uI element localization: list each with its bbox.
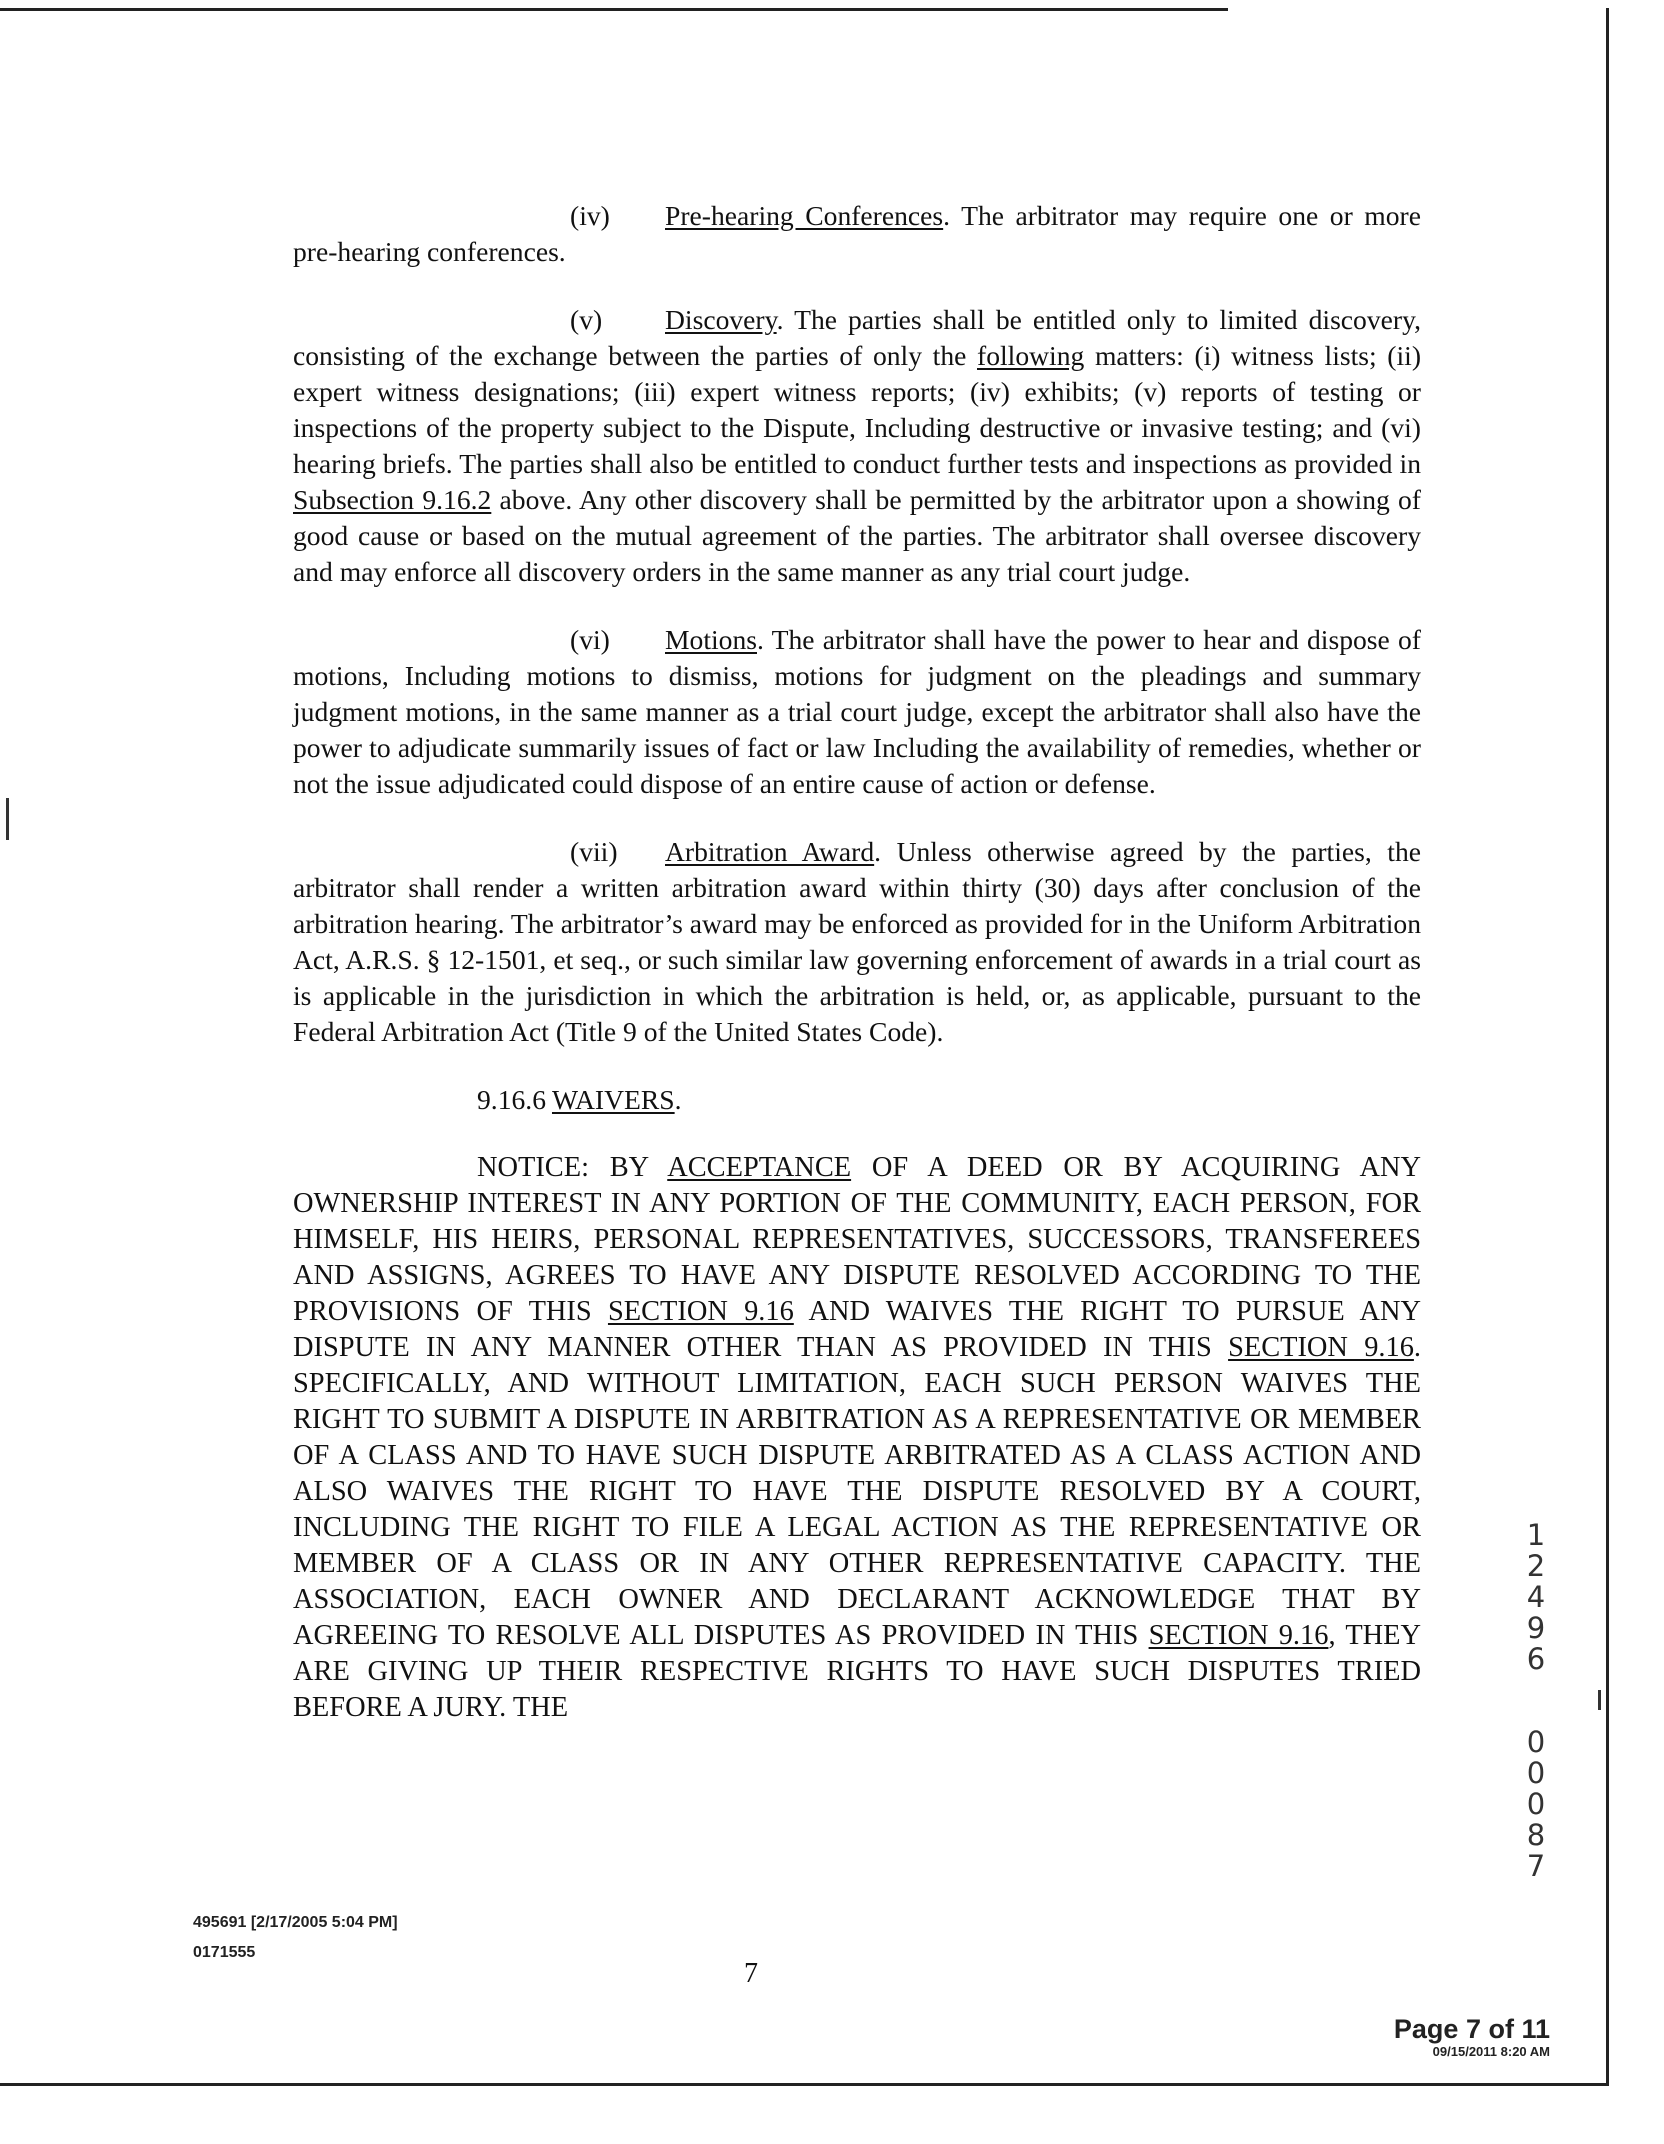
recording-number-vertical — [1521, 1520, 1551, 1882]
item-number: (vi) — [570, 624, 610, 655]
footer-doc-stamp: 495691 [2/17/2005 5:04 PM] — [193, 1914, 398, 1931]
paragraph-motions — [293, 622, 1421, 802]
item-number: (v) — [570, 304, 603, 335]
notice-paragraph — [293, 1150, 1421, 1726]
notice-text: , THEY ARE GIVING UP THEIR RESPECTIVE RIGHTS TO HAVE SUCH DISPUTES TRIED BEFORE A JURY. THE — [293, 1620, 1422, 1723]
section-heading-waivers — [293, 1082, 1421, 1118]
item-number: (iv) — [570, 200, 610, 231]
item-heading: Pre-hearing Conferences — [665, 200, 944, 231]
recording-digit: 0 — [1526, 1756, 1546, 1790]
section-period: . — [674, 1084, 682, 1115]
recording-gap — [1521, 1675, 1551, 1727]
scan-border-top — [0, 8, 1228, 11]
paragraph-pre-hearing-conferences — [293, 198, 1421, 270]
recording-digit: 7 — [1526, 1849, 1546, 1883]
section-reference: SECTION 9.16 — [1148, 1620, 1329, 1651]
notice-text: AND WAIVES THE RIGHT TO PURSUE ANY DISPUTE IN ANY MANNER OTHER THAN AS PROVIDED IN THIS — [293, 1296, 1421, 1363]
section-title: WAIVERS — [551, 1084, 675, 1115]
notice-text: NOTICE: BY — [477, 1152, 668, 1183]
item-text: . The parties shall be entitled only to limited discovery, consisting of the exchange between the parties of only the — [293, 304, 1421, 371]
item-number: (vii) — [570, 836, 618, 867]
section-reference: SECTION 9.16 — [607, 1296, 794, 1327]
page-of-total: Page 7 of 11 — [1393, 2014, 1550, 2044]
page-number: 7 — [744, 1958, 758, 1989]
section-reference: SECTION 9.16 — [1228, 1332, 1414, 1363]
recording-digit: 8 — [1526, 1818, 1546, 1852]
recording-digit: 0 — [1526, 1787, 1546, 1821]
scan-border-bottom — [0, 2083, 1606, 2086]
item-text: above. Any other discovery shall be permitted by the arbitrator upon a showing of good cause or based on the mutual agreement of the parties. The arbitrator shall oversee discovery and may enforce all discovery orders in the same manner as any trial court judge. — [293, 484, 1421, 587]
footer-client-number: 0171555 — [193, 1944, 256, 1961]
notice-text: OF A DEED OR BY ACQUIRING ANY OWNERSHIP INTEREST IN ANY PORTION OF THE COMMUNITY, EACH PERSON, FOR HIMSELF, HIS HEIRS, PERSONAL REPRESENTATIVES, SUCCESSORS, TRANSFEREES AND ASSIGNS, AGREES TO HAVE ANY DISPUTE RESOLVED ACCORDING TO THE PROVISIONS OF THIS — [293, 1152, 1421, 1327]
scan-mark-right — [1598, 1690, 1601, 1710]
subsection-reference: Subsection 9.16.2 — [293, 484, 492, 515]
print-timestamp: 09/15/2011 8:20 AM — [1432, 2044, 1550, 2059]
recording-digit: 2 — [1526, 1549, 1546, 1583]
paragraph-discovery — [293, 302, 1421, 590]
item-text: . The arbitrator shall have the power to hear and dispose of motions, Including motions to dismiss, motions for judgment on the pleadings and summary judgment motions, in the same manner as a trial court judge, except the arbitrator shall also have the power to adjudicate summarily issues of fact or law Including the availability of remedies, whether or not the issue adjudicated could dispose of an entire cause of action or defense. — [293, 624, 1421, 799]
item-text: . The arbitrator may require one or more pre-hearing conferences. — [293, 200, 1421, 267]
document-body — [293, 198, 1421, 1726]
item-text: matters: (i) witness lists; (ii) expert witness designations; (iii) expert witness reports; (iv) exhibits; (v) reports of testing or inspections of the property subject to the Dispute, Including destructive or invasive testing; and (vi) hearing briefs. The parties shall also be entitled to conduct further tests and inspections as provided in — [293, 340, 1422, 479]
recording-digit: 4 — [1526, 1580, 1546, 1614]
recording-digit: 0 — [1526, 1725, 1546, 1759]
scan-mark-left — [6, 798, 9, 840]
paragraph-arbitration-award — [293, 834, 1421, 1050]
notice-text: . SPECIFICALLY, AND WITHOUT LIMITATION, EACH SUCH PERSON WAIVES THE RIGHT TO SUBMIT A DISPUTE IN ARBITRATION AS A REPRESENTATIVE OR MEMBER OF A CLASS AND TO HAVE SUCH DISPUTE ARBITRATED AS A CLASS ACTION AND ALSO WAIVES THE RIGHT TO HAVE THE DISPUTE RESOLVED BY A COURT, INCLUDING THE RIGHT TO FILE A LEGAL ACTION AS THE REPRESENTATIVE OR MEMBER OF A CLASS OR IN ANY OTHER REPRESENTATIVE CAPACITY. THE ASSOCIATION, EACH OWNER AND DECLARANT ACKNOWLEDGE THAT BY AGREEING TO RESOLVE ALL DISPUTES AS PROVIDED IN THIS — [293, 1332, 1421, 1651]
recording-digit: 1 — [1526, 1518, 1546, 1552]
recording-digit: 6 — [1526, 1642, 1546, 1676]
item-heading: Arbitration Award — [665, 836, 875, 867]
section-number: 9.16.6 — [477, 1084, 546, 1115]
item-heading: Motions — [665, 624, 757, 655]
item-text: . Unless otherwise agreed by the parties, the arbitrator shall render a written arbitration award within thirty (30) days after conclusion of the arbitration hearing. The arbitrator’s award may be enforced as provided for in the Uniform Arbitration Act, A.R.S. § 12-1501, et seq., or such similar law governing enforcement of awards in a trial court as is applicable in the jurisdiction in which the arbitration is held, or, as applicable, pursuant to the Federal Arbitration Act (Title 9 of the United States Code). — [293, 836, 1421, 1047]
item-heading: Discovery — [665, 304, 777, 335]
recording-digit: 9 — [1526, 1611, 1546, 1645]
scan-border-right — [1606, 8, 1609, 2086]
underlined-following: following — [977, 340, 1085, 371]
underlined-acceptance: ACCEPTANCE — [667, 1152, 852, 1183]
page-stamp — [1370, 2014, 1550, 2060]
footer-document-id — [193, 1908, 398, 1968]
